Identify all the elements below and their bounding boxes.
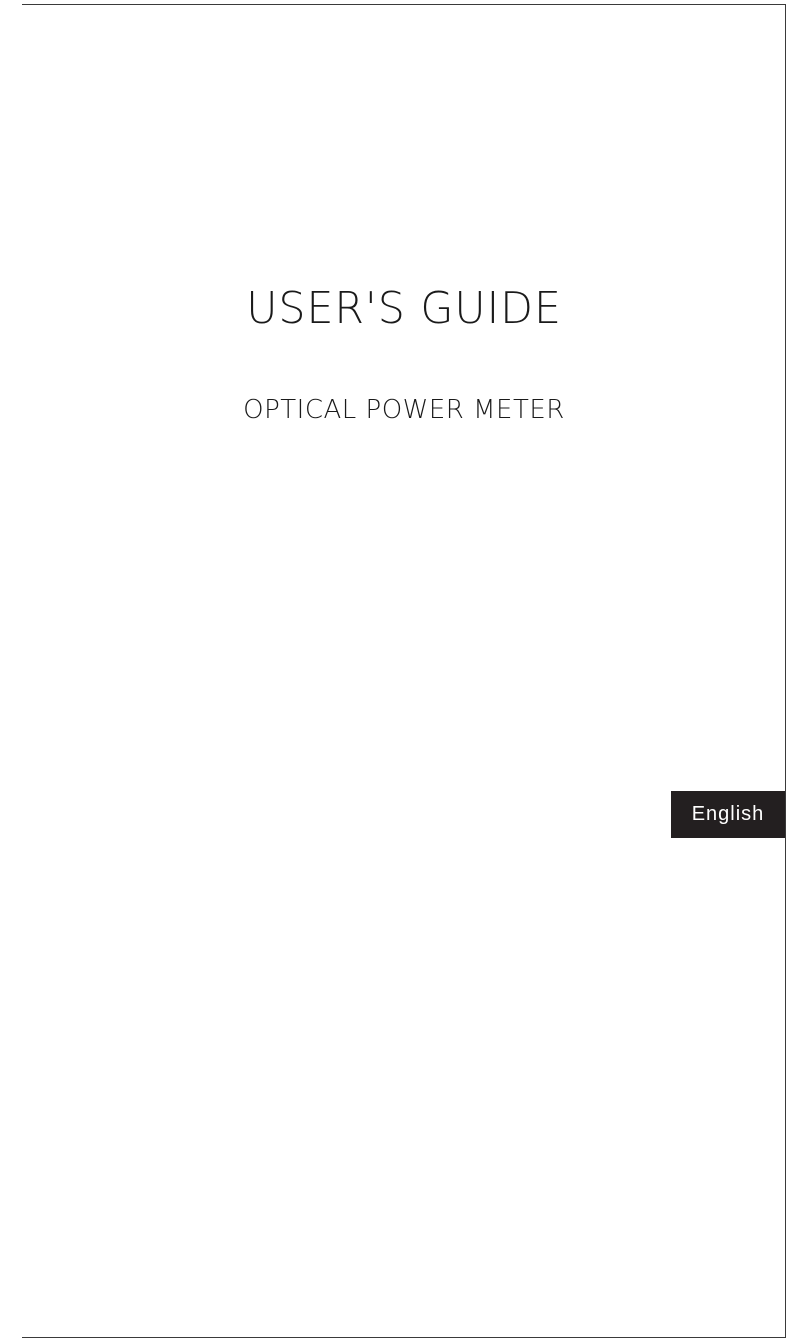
document-subtitle: OPTICAL POWER METER — [243, 395, 565, 425]
document-title: USER'S GUIDE — [246, 283, 562, 334]
bottom-border-line — [22, 1337, 786, 1338]
top-border-line — [22, 4, 786, 5]
language-tab-label: English — [691, 803, 765, 825]
language-tab — [671, 791, 785, 838]
right-border-line — [785, 4, 786, 1338]
